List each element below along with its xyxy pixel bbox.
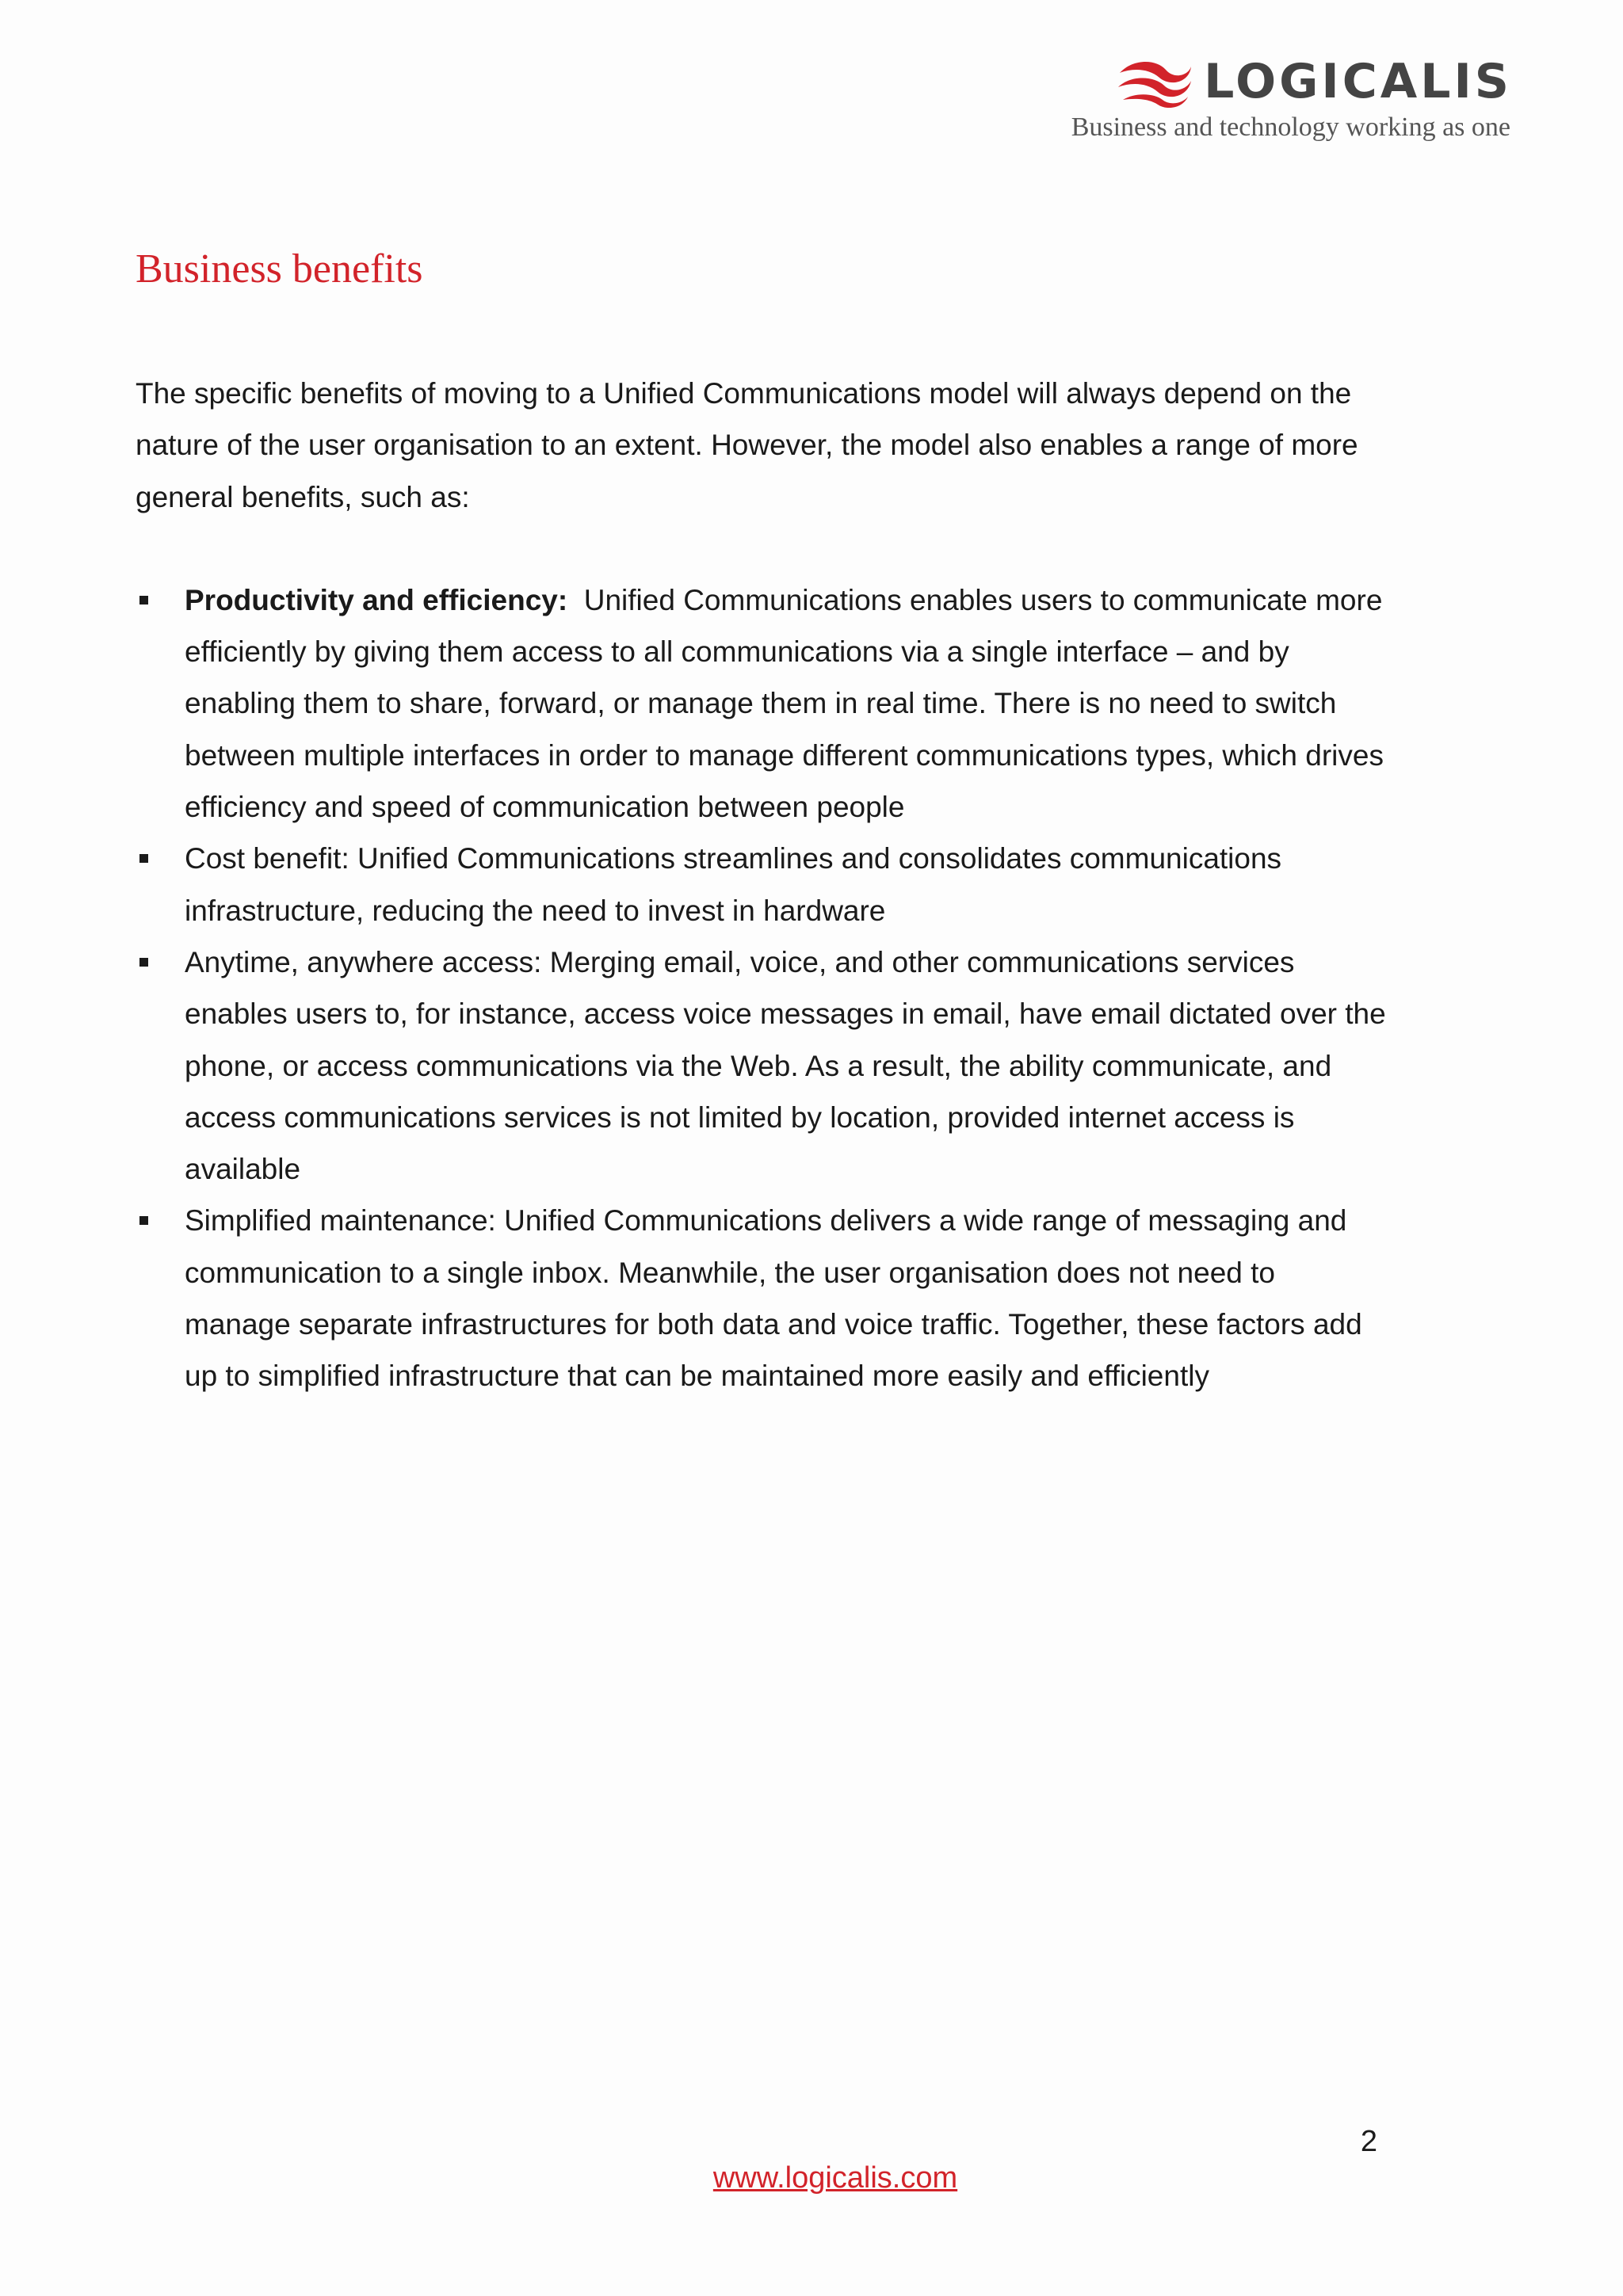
benefits-list — [136, 574, 1388, 1402]
intro-paragraph: The specific benefits of moving to a Unified Communications model will always depend on the nature of the user organisation to an extent. However, the model also enables a range of more general benefits, such as: — [136, 377, 1358, 513]
square-bullet-icon — [139, 958, 148, 967]
logicalis-logo — [1068, 55, 1512, 143]
square-bullet-icon — [139, 596, 148, 605]
logicalis-swirl-icon — [1115, 55, 1194, 108]
list-item — [136, 936, 1388, 1195]
page-number: 2 — [1360, 2125, 1377, 2158]
page-title: Business benefits — [136, 246, 423, 292]
list-item — [136, 574, 1388, 833]
logo-tagline: Business and technology working as one — [1071, 113, 1510, 142]
list-item — [136, 1195, 1388, 1402]
logo-wordmark: LOGICALIS — [1204, 54, 1512, 109]
list-item — [136, 833, 1388, 936]
square-bullet-icon — [139, 854, 148, 863]
bullet-text: Anytime, anywhere access: Merging email, voice, and other communications services enables users to, for instance, access voice messages in email, have email dictated over the phone, or access communications via the Web. As a result, the ability communicate, and access communications services is not limited by location, provided internet access is available — [185, 945, 1386, 1186]
bullet-label: Productivity and efficiency: — [185, 583, 568, 616]
bullet-text: Simplified maintenance: Unified Communications delivers a wide range of messaging and communication to a single inbox. Meanwhile, the user organisation does not need to manage separate infrastructures for both data and voice traffic. Together, these factors add up to simplified infrastructure that can be maintained more easily and efficiently — [185, 1204, 1362, 1393]
footer-website-link[interactable]: www.logicalis.com — [712, 2161, 958, 2195]
body-content — [136, 368, 1388, 1402]
bullet-text: Cost benefit: Unified Communications streamlines and consolidates communications infrastructure, reducing the need to invest in hardware — [185, 842, 1282, 927]
bullet-text: Unified Communications enables users to communicate more efficiently by giving them access to all communications via a single interface – and by enabling them to share, forward, or manage them in real time. There is no need to switch between multiple interfaces in order to manage different communications types, which drives efficiency and speed of communication between people — [185, 583, 1384, 824]
square-bullet-icon — [139, 1216, 148, 1225]
